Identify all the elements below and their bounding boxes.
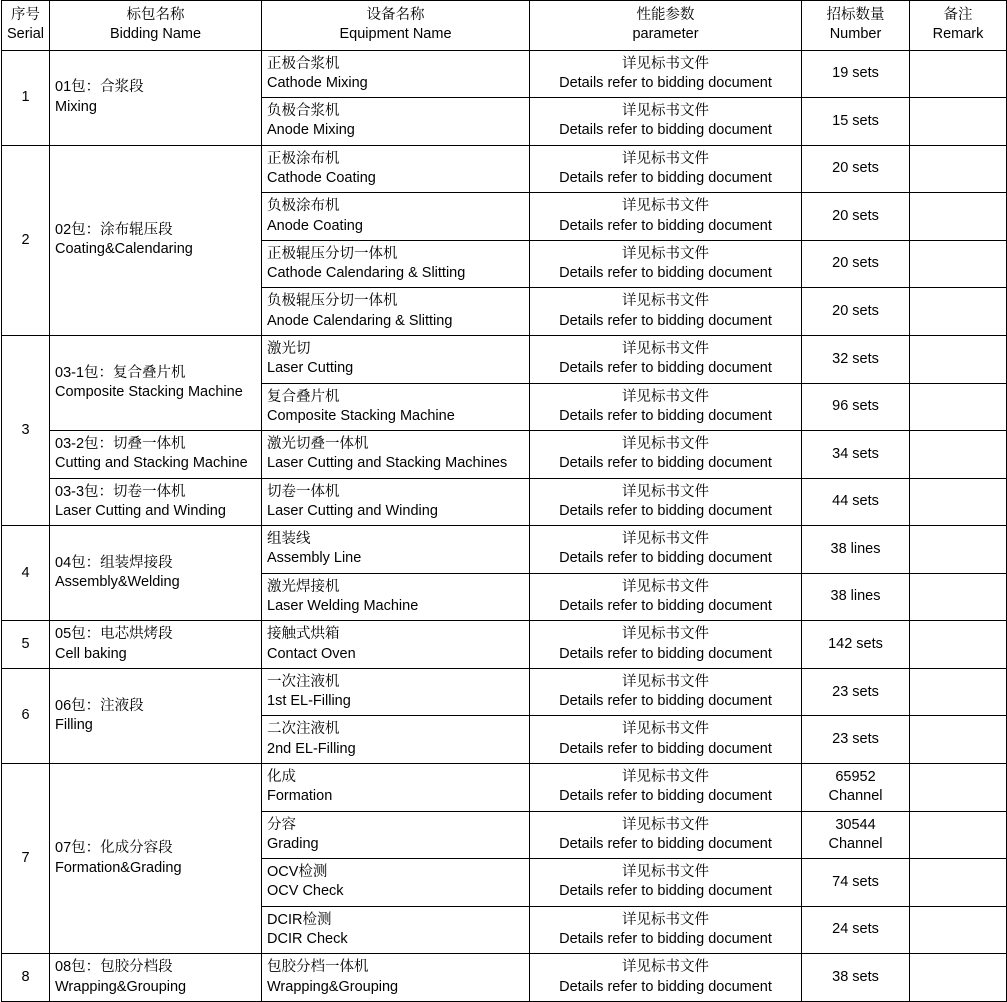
- equipment-name-cell-en: 2nd EL-Filling: [267, 740, 356, 757]
- parameter-cell: [530, 764, 802, 812]
- equipment-name-cell-en: Laser Cutting and Stacking Machines: [267, 455, 508, 472]
- bidding-name-cell-cn: 03-2包：切叠一体机: [55, 436, 186, 453]
- bidding-name-cell: [50, 431, 262, 479]
- equipment-name-cell-cn: 负极涂布机: [267, 198, 340, 215]
- column-header-remark-cn: 备注: [943, 7, 973, 23]
- equipment-name-cell-en: Laser Welding Machine: [267, 598, 419, 615]
- parameter-cell-cn: 详见标书文件: [622, 578, 709, 595]
- table-row: [2, 526, 1007, 574]
- remark-cell: [910, 859, 1007, 907]
- bidding-name-cell-cn: 08包：包胶分档段: [55, 959, 173, 976]
- equipment-name-cell-cn: 正极辊压分切一体机: [267, 245, 398, 262]
- parameter-cell-en: Details refer to bidding document: [559, 502, 772, 519]
- serial-cell: 3: [2, 335, 50, 525]
- equipment-name-cell-en: Contact Oven: [267, 645, 356, 662]
- parameter-cell: [530, 811, 802, 859]
- parameter-cell-en: Details refer to bidding document: [559, 550, 772, 567]
- parameter-cell-cn: 详见标书文件: [622, 911, 709, 928]
- parameter-cell-en: Details refer to bidding document: [559, 978, 772, 995]
- table-row: [2, 954, 1007, 1002]
- parameter-cell-cn: 详见标书文件: [622, 103, 709, 120]
- column-header-serial-cn: 序号: [11, 7, 40, 23]
- table-header-row: [2, 1, 1007, 51]
- bidding-name-cell-en: Assembly&Welding: [55, 574, 180, 591]
- number-cell: 20 sets: [802, 193, 910, 241]
- bidding-name-cell: [50, 478, 262, 526]
- bidding-name-cell: [50, 50, 262, 145]
- equipment-name-cell: [262, 859, 530, 907]
- equipment-name-cell-en: Wrapping&Grouping: [267, 978, 399, 995]
- parameter-cell: [530, 621, 802, 669]
- remark-cell: [910, 335, 1007, 383]
- bidding-name-cell-en: Mixing: [55, 98, 97, 115]
- serial-cell: 2: [2, 145, 50, 335]
- number-cell: 142 sets: [802, 621, 910, 669]
- parameter-cell-en: Details refer to bidding document: [559, 645, 772, 662]
- bidding-name-cell-cn: 06包：注液段: [55, 697, 144, 714]
- parameter-cell: [530, 573, 802, 621]
- equipment-name-cell-en: Grading: [267, 835, 319, 852]
- equipment-name-cell: [262, 50, 530, 98]
- parameter-cell-en: Details refer to bidding document: [559, 930, 772, 947]
- parameter-cell: [530, 50, 802, 98]
- bidding-name-cell-cn: 05包：电芯烘烤段: [55, 626, 173, 643]
- parameter-cell: [530, 716, 802, 764]
- number-cell: 20 sets: [802, 288, 910, 336]
- number-cell: 65952 Channel: [802, 764, 910, 812]
- remark-cell: [910, 98, 1007, 146]
- equipment-name-cell: [262, 98, 530, 146]
- number-cell: 23 sets: [802, 716, 910, 764]
- equipment-name-cell-cn: 一次注液机: [267, 673, 340, 690]
- remark-cell: [910, 954, 1007, 1002]
- number-cell: 44 sets: [802, 478, 910, 526]
- parameter-cell-en: Details refer to bidding document: [559, 312, 772, 329]
- number-cell: 32 sets: [802, 335, 910, 383]
- column-header-number-en: Number: [829, 26, 882, 43]
- bidding-name-cell-en: Formation&Grading: [55, 859, 182, 876]
- column-header-bidding-name-cn: 标包名称: [126, 7, 185, 23]
- table-row: [2, 668, 1007, 716]
- parameter-cell-cn: 详见标书文件: [622, 959, 709, 976]
- parameter-cell: [530, 668, 802, 716]
- remark-cell: [910, 764, 1007, 812]
- equipment-name-cell-cn: OCV检测: [267, 864, 328, 881]
- column-header-parameter-cn: 性能参数: [636, 7, 695, 23]
- parameter-cell: [530, 859, 802, 907]
- remark-cell: [910, 383, 1007, 431]
- remark-cell: [910, 573, 1007, 621]
- parameter-cell: [530, 478, 802, 526]
- remark-cell: [910, 478, 1007, 526]
- parameter-cell-cn: 详见标书文件: [622, 816, 709, 833]
- equipment-name-cell-cn: 分容: [267, 816, 296, 833]
- equipment-name-cell: [262, 621, 530, 669]
- equipment-name-cell-en: Composite Stacking Machine: [267, 407, 455, 424]
- column-header-parameter: [530, 1, 802, 51]
- parameter-cell-en: Details refer to bidding document: [559, 169, 772, 186]
- number-cell: 38 sets: [802, 954, 910, 1002]
- parameter-cell: [530, 335, 802, 383]
- column-header-serial: [2, 1, 50, 51]
- parameter-cell-cn: 详见标书文件: [622, 673, 709, 690]
- remark-cell: [910, 526, 1007, 574]
- remark-cell: [910, 811, 1007, 859]
- number-cell: 74 sets: [802, 859, 910, 907]
- parameter-cell: [530, 906, 802, 954]
- parameter-cell-cn: 详见标书文件: [622, 55, 709, 72]
- table-header: [2, 1, 1007, 51]
- bidding-name-cell-en: Filling: [55, 716, 93, 733]
- equipment-name-cell-en: Anode Coating: [267, 217, 363, 234]
- bidding-name-cell: [50, 954, 262, 1002]
- remark-cell: [910, 145, 1007, 193]
- equipment-name-cell-cn: 接触式烘箱: [267, 626, 340, 643]
- parameter-cell: [530, 526, 802, 574]
- parameter-cell: [530, 954, 802, 1002]
- bidding-name-cell-en: Composite Stacking Machine: [55, 384, 243, 400]
- equipment-name-cell-en: Formation: [267, 788, 333, 805]
- number-cell: 20 sets: [802, 145, 910, 193]
- equipment-name-cell: [262, 954, 530, 1002]
- equipment-name-cell: [262, 431, 530, 479]
- equipment-name-cell-cn: 二次注液机: [267, 721, 340, 738]
- equipment-name-cell-en: Laser Cutting and Winding: [267, 502, 438, 519]
- equipment-name-cell: [262, 716, 530, 764]
- bidding-name-cell-cn: 03-1包：复合叠片机: [55, 364, 186, 381]
- equipment-name-cell-en: Laser Cutting: [267, 360, 354, 377]
- parameter-cell-en: Details refer to bidding document: [559, 360, 772, 377]
- parameter-cell-en: Details refer to bidding document: [559, 883, 772, 900]
- equipment-name-cell: [262, 906, 530, 954]
- remark-cell: [910, 621, 1007, 669]
- equipment-name-cell-en: Assembly Line: [267, 550, 362, 567]
- remark-cell: [910, 431, 1007, 479]
- column-header-number-cn: 招标数量: [826, 7, 885, 23]
- parameter-cell: [530, 431, 802, 479]
- column-header-remark: [910, 1, 1007, 51]
- number-cell: 24 sets: [802, 906, 910, 954]
- number-cell: 15 sets: [802, 98, 910, 146]
- column-header-equipment-name: [262, 1, 530, 51]
- bidding-name-cell: [50, 335, 262, 430]
- equipment-name-cell: [262, 668, 530, 716]
- parameter-cell-en: Details refer to bidding document: [559, 122, 772, 139]
- equipment-name-cell-cn: 负极辊压分切一体机: [267, 293, 398, 310]
- table-row: [2, 335, 1007, 383]
- equipment-name-cell: [262, 811, 530, 859]
- remark-cell: [910, 50, 1007, 98]
- bidding-name-cell: [50, 526, 262, 621]
- remark-cell: [910, 906, 1007, 954]
- parameter-cell-cn: 详见标书文件: [622, 626, 709, 643]
- parameter-cell-en: Details refer to bidding document: [559, 407, 772, 424]
- number-cell: 96 sets: [802, 383, 910, 431]
- parameter-cell-cn: 详见标书文件: [622, 293, 709, 310]
- table-body: [2, 50, 1007, 1001]
- parameter-cell-cn: 详见标书文件: [622, 436, 709, 453]
- equipment-name-cell-en: Anode Mixing: [267, 122, 355, 139]
- equipment-name-cell-en: 1st EL-Filling: [267, 693, 351, 710]
- parameter-cell-en: Details refer to bidding document: [559, 265, 772, 282]
- bidding-name-cell-cn: 03-3包：切卷一体机: [55, 483, 186, 500]
- parameter-cell-en: Details refer to bidding document: [559, 788, 772, 805]
- table-row: [2, 145, 1007, 193]
- bidding-equipment-table: [1, 0, 1007, 1002]
- remark-cell: [910, 716, 1007, 764]
- equipment-name-cell-cn: 负极合浆机: [267, 103, 340, 120]
- parameter-cell-en: Details refer to bidding document: [559, 598, 772, 615]
- remark-cell: [910, 668, 1007, 716]
- equipment-name-cell: [262, 240, 530, 288]
- parameter-cell: [530, 98, 802, 146]
- equipment-name-cell-cn: 切卷一体机: [267, 483, 340, 500]
- parameter-cell-en: Details refer to bidding document: [559, 455, 772, 472]
- number-cell: 20 sets: [802, 240, 910, 288]
- equipment-name-cell: [262, 335, 530, 383]
- equipment-name-cell-cn: 复合叠片机: [267, 388, 340, 405]
- equipment-name-cell-en: OCV Check: [267, 883, 344, 900]
- parameter-cell: [530, 193, 802, 241]
- table-row: [2, 478, 1007, 526]
- parameter-cell-en: Details refer to bidding document: [559, 217, 772, 234]
- equipment-name-cell-cn: 激光焊接机: [267, 578, 340, 595]
- equipment-name-cell: [262, 526, 530, 574]
- remark-cell: [910, 193, 1007, 241]
- equipment-name-cell: [262, 193, 530, 241]
- equipment-name-cell-en: Cathode Coating: [267, 169, 376, 186]
- remark-cell: [910, 240, 1007, 288]
- equipment-name-cell-cn: 化成: [267, 769, 296, 785]
- table-row: [2, 50, 1007, 98]
- column-header-bidding-name: [50, 1, 262, 51]
- table-row: [2, 764, 1007, 812]
- bidding-name-cell: [50, 668, 262, 763]
- bidding-name-cell-en: Coating&Calendaring: [55, 241, 193, 258]
- table-row: [2, 431, 1007, 479]
- serial-cell: 1: [2, 50, 50, 145]
- bidding-name-cell-cn: 01包：合浆段: [55, 79, 144, 96]
- bidding-name-cell-en: Cutting and Stacking Machine: [55, 455, 248, 472]
- equipment-name-cell-cn: 包胶分档一体机: [267, 959, 369, 976]
- equipment-name-cell: [262, 764, 530, 812]
- bidding-name-cell: [50, 145, 262, 335]
- parameter-cell-cn: 详见标书文件: [622, 864, 709, 881]
- parameter-cell-en: Details refer to bidding document: [559, 693, 772, 710]
- equipment-name-cell-en: DCIR Check: [267, 930, 348, 947]
- column-header-parameter-en: parameter: [632, 26, 699, 43]
- parameter-cell-en: Details refer to bidding document: [559, 740, 772, 757]
- equipment-name-cell: [262, 288, 530, 336]
- parameter-cell-cn: 详见标书文件: [622, 769, 709, 785]
- serial-cell: 5: [2, 621, 50, 669]
- number-cell: 38 lines: [802, 526, 910, 574]
- table-row: [2, 621, 1007, 669]
- parameter-cell-cn: 详见标书文件: [622, 340, 709, 357]
- bidding-name-cell-en: Wrapping&Grouping: [55, 978, 187, 995]
- serial-cell: 7: [2, 764, 50, 954]
- bidding-name-cell-cn: 04包：组装焊接段: [55, 554, 173, 571]
- parameter-cell: [530, 240, 802, 288]
- parameter-cell-cn: 详见标书文件: [622, 483, 709, 500]
- number-cell: 38 lines: [802, 573, 910, 621]
- parameter-cell-en: Details refer to bidding document: [559, 74, 772, 91]
- parameter-cell-cn: 详见标书文件: [622, 198, 709, 215]
- number-cell: 23 sets: [802, 668, 910, 716]
- equipment-name-cell-en: Cathode Calendaring & Slitting: [267, 265, 466, 282]
- bidding-name-cell: [50, 621, 262, 669]
- parameter-cell-cn: 详见标书文件: [622, 721, 709, 738]
- equipment-name-cell: [262, 383, 530, 431]
- equipment-name-cell-cn: 激光切: [267, 340, 311, 357]
- equipment-name-cell-cn: 正极涂布机: [267, 150, 340, 167]
- serial-cell: 8: [2, 954, 50, 1002]
- bidding-name-cell-cn: 02包：涂布辊压段: [55, 222, 173, 239]
- parameter-cell: [530, 145, 802, 193]
- equipment-name-cell-cn: 激光切叠一体机: [267, 436, 369, 453]
- equipment-name-cell-en: Cathode Mixing: [267, 74, 368, 91]
- serial-cell: 4: [2, 526, 50, 621]
- equipment-name-cell: [262, 145, 530, 193]
- parameter-cell: [530, 288, 802, 336]
- parameter-cell-cn: 详见标书文件: [622, 245, 709, 262]
- equipment-name-cell: [262, 573, 530, 621]
- column-header-serial-en: Serial: [6, 26, 45, 43]
- parameter-cell-cn: 详见标书文件: [622, 150, 709, 167]
- number-cell: 19 sets: [802, 50, 910, 98]
- equipment-name-cell-cn: DCIR检测: [267, 911, 332, 928]
- parameter-cell-cn: 详见标书文件: [622, 388, 709, 405]
- bidding-name-cell-cn: 07包：化成分容段: [55, 840, 173, 857]
- column-header-remark-en: Remark: [932, 26, 984, 43]
- column-header-number: [802, 1, 910, 51]
- bidding-name-cell-en: Cell baking: [55, 645, 127, 662]
- equipment-name-cell: [262, 478, 530, 526]
- column-header-equipment-name-cn: 设备名称: [366, 7, 425, 23]
- serial-cell: 6: [2, 668, 50, 763]
- column-header-equipment-name-en: Equipment Name: [339, 26, 452, 43]
- equipment-name-cell-en: Anode Calendaring & Slitting: [267, 312, 453, 329]
- equipment-name-cell-cn: 正极合浆机: [267, 55, 340, 72]
- parameter-cell-cn: 详见标书文件: [622, 531, 709, 548]
- number-cell: 30544 Channel: [802, 811, 910, 859]
- parameter-cell: [530, 383, 802, 431]
- column-header-bidding-name-en: Bidding Name: [109, 26, 202, 43]
- equipment-name-cell-cn: 组装线: [267, 531, 311, 548]
- remark-cell: [910, 288, 1007, 336]
- bidding-name-cell-en: Laser Cutting and Winding: [55, 502, 226, 519]
- bidding-name-cell: [50, 764, 262, 954]
- number-cell: 34 sets: [802, 431, 910, 479]
- parameter-cell-en: Details refer to bidding document: [559, 835, 772, 852]
